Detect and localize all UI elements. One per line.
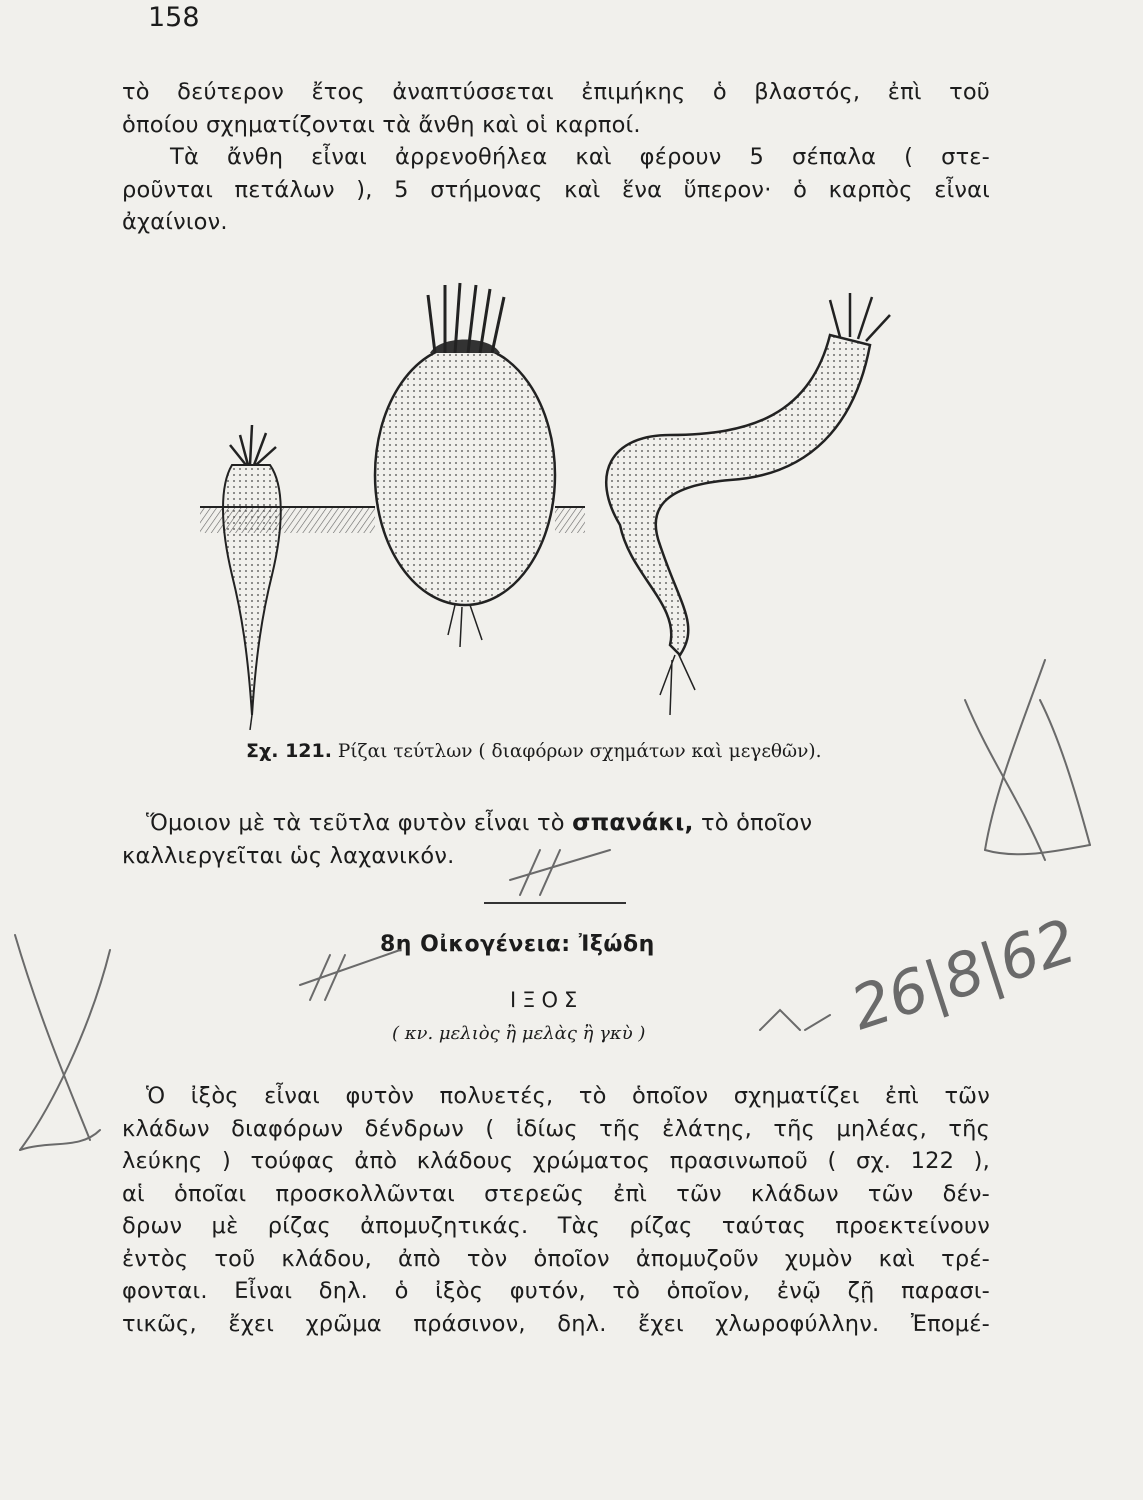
text-segment: τὸ ὁποῖον (701, 810, 813, 836)
spinach-term: σπανάκι, (572, 808, 694, 836)
text-line: Τὰ ἄνθη εἶναι ἀρρενοθήλεα καὶ φέρουν 5 σέπαλα ( στε- (170, 144, 990, 170)
text-line: Ὁ ἰξὸς εἶναι φυτὸν πολυετές, τὸ ὁποῖον σχηματίζει ἐπὶ τῶν (146, 1083, 990, 1109)
figure-label: Σχ. 121. (246, 740, 332, 762)
text-line: δρων μὲ ρίζας ἀπομυζητικάς. Τὰς ρίζας ταύτας προεκτείνουν (122, 1213, 990, 1239)
common-names: ( κν. μελιὸς ἢ μελὰς ἢ γκὺ ) (392, 1023, 646, 1044)
intro-paragraph (122, 76, 990, 239)
mistletoe-paragraph (122, 1080, 990, 1340)
text-segment: Ὅμοιον μὲ τὰ τεῦτλα φυτὸν εἶναι τὸ (146, 810, 565, 836)
text-line: ἀχαίνιον. (122, 209, 228, 235)
text-line: ὁποίου σχηματίζονται τὰ ἄνθη καὶ οἱ καρποί. (122, 111, 641, 138)
pencil-strokes (15, 660, 1090, 1150)
text-line: φονται. Εἶναι δηλ. ὁ ἰξὸς φυτόν, τὸ ὁποῖον, ἐνῷ ζῇ παρασι- (122, 1278, 990, 1304)
text-line (122, 806, 990, 840)
figure-caption-text: Ρίζαι τεύτλων ( διαφόρων σχημάτων καὶ μεγεθῶν). (337, 741, 822, 762)
text-line: κλάδων διαφόρων δένδρων ( ἰδίως τῆς ἐλάτης, τῆς μηλέας, τῆς (122, 1115, 990, 1142)
curved-beet-root (606, 293, 890, 715)
text-line: αἱ ὁποῖαι προσκολλῶνται στερεῶς ἐπὶ τῶν κλάδων τῶν δέν- (122, 1180, 990, 1207)
round-beet-root (375, 283, 555, 647)
figure-caption (246, 740, 822, 762)
text-line: ἐντὸς τοῦ κλάδου, ἀπὸ τὸν ὁποῖον ἀπομυζοῦν χυμὸν καὶ τρέ- (122, 1245, 990, 1272)
page-number: 158 (148, 2, 200, 33)
text-line: ροῦνται πετάλων ), 5 στήμονας καὶ ἕνα ὕπερον· ὁ καρπὸς εἶναι (122, 176, 990, 203)
section-heading: 8η Οἰκογένεια: Ἰξώδη (380, 932, 655, 957)
handwritten-date: 26|8|62 (843, 906, 1085, 1045)
text-line: τὸ δεύτερον ἔτος ἀναπτύσσεται ἐπιμήκης ὁ βλαστός, ἐπὶ τοῦ (122, 79, 990, 105)
long-beet-root (223, 425, 281, 730)
text-line: καλλιεργεῖται ὡς λαχανικόν. (122, 842, 455, 869)
text-line: τικῶς, ἔχει χρῶμα πράσινον, δηλ. ἔχει χλωροφύλλην. Ἐπομέ- (122, 1310, 990, 1337)
beet-roots-illustration (190, 275, 1000, 730)
section-title: ΙΞΟΣ (510, 988, 584, 1012)
text-line: λεύκης ) τούφας ἀπὸ κλάδους χρώματος πρασινωποῦ ( σχ. 122 ), (122, 1148, 990, 1174)
spinach-paragraph (122, 806, 990, 872)
section-divider (484, 902, 626, 904)
beet-roots-figure (190, 275, 1000, 730)
